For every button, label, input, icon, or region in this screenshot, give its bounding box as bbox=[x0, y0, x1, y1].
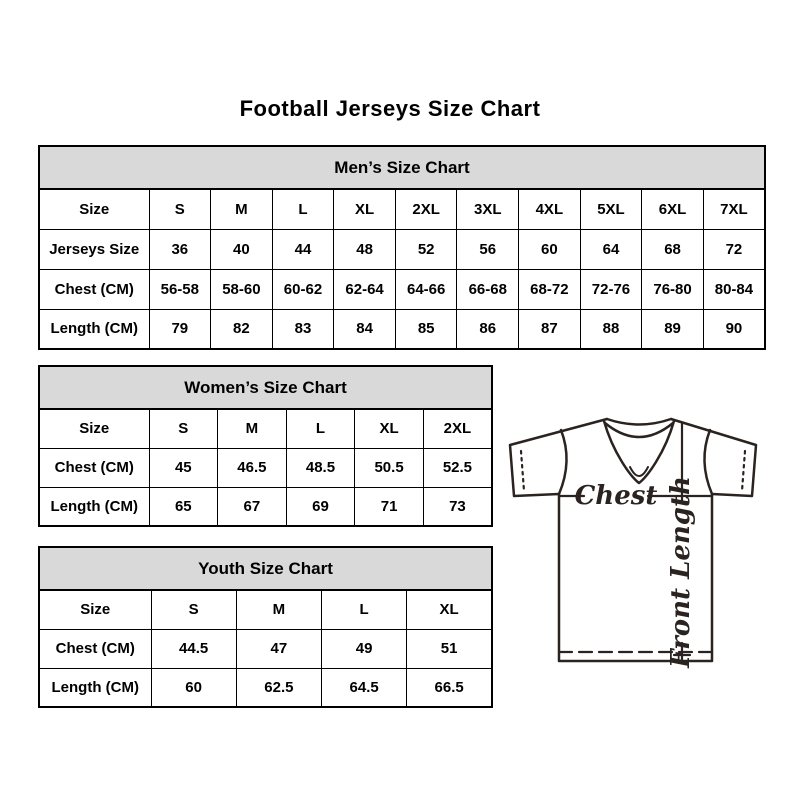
cell: 47 bbox=[236, 629, 321, 668]
cell: 44 bbox=[272, 229, 334, 269]
cell: 6XL bbox=[642, 189, 704, 229]
row-label: Jerseys Size bbox=[39, 229, 149, 269]
mens-table-title: Men’s Size Chart bbox=[39, 146, 765, 189]
table-row bbox=[39, 269, 765, 309]
cell: 36 bbox=[149, 229, 211, 269]
table-row bbox=[39, 229, 765, 269]
cell: L bbox=[322, 590, 407, 629]
cell: 82 bbox=[211, 309, 273, 349]
cell: L bbox=[272, 189, 334, 229]
cell: 68 bbox=[642, 229, 704, 269]
cell: 73 bbox=[423, 487, 492, 526]
cell: 5XL bbox=[580, 189, 642, 229]
cell: L bbox=[286, 409, 355, 448]
table-header-row bbox=[39, 146, 765, 189]
table-header-row bbox=[39, 366, 492, 409]
cell: 60-62 bbox=[272, 269, 334, 309]
table-row bbox=[39, 590, 492, 629]
row-label: Chest (CM) bbox=[39, 629, 151, 668]
cell: S bbox=[151, 590, 236, 629]
cell: 51 bbox=[407, 629, 492, 668]
table-header-row bbox=[39, 547, 492, 590]
cell: 67 bbox=[218, 487, 287, 526]
cell: 52 bbox=[395, 229, 457, 269]
row-label: Chest (CM) bbox=[39, 269, 149, 309]
row-label: Length (CM) bbox=[39, 487, 149, 526]
youth-size-table bbox=[38, 546, 493, 708]
cell: 84 bbox=[334, 309, 396, 349]
cell: 64.5 bbox=[322, 668, 407, 707]
cell: XL bbox=[334, 189, 396, 229]
cell: 65 bbox=[149, 487, 218, 526]
table-row bbox=[39, 487, 492, 526]
cell: S bbox=[149, 409, 218, 448]
cell: 2XL bbox=[423, 409, 492, 448]
cell: 52.5 bbox=[423, 448, 492, 487]
mens-size-table bbox=[38, 145, 766, 350]
cell: 66.5 bbox=[407, 668, 492, 707]
row-label: Size bbox=[39, 409, 149, 448]
cell: 64-66 bbox=[395, 269, 457, 309]
table-row bbox=[39, 189, 765, 229]
cell: 86 bbox=[457, 309, 519, 349]
page-title: Football Jerseys Size Chart bbox=[239, 96, 541, 121]
cell: 44.5 bbox=[151, 629, 236, 668]
row-label: Length (CM) bbox=[39, 668, 151, 707]
cell: 64 bbox=[580, 229, 642, 269]
cell: M bbox=[218, 409, 287, 448]
cell: 3XL bbox=[457, 189, 519, 229]
cell: 56 bbox=[457, 229, 519, 269]
row-label: Size bbox=[39, 590, 151, 629]
cell: M bbox=[211, 189, 273, 229]
womens-table-title: Women’s Size Chart bbox=[39, 366, 492, 409]
cell: 72 bbox=[703, 229, 765, 269]
chest-measure-label: Chest bbox=[574, 481, 658, 511]
jersey-measurement-diagram bbox=[498, 403, 778, 693]
cell: 88 bbox=[580, 309, 642, 349]
cell: 4XL bbox=[519, 189, 581, 229]
table-row bbox=[39, 409, 492, 448]
front-length-measure-label: Front Length bbox=[666, 476, 696, 668]
table-row bbox=[39, 309, 765, 349]
table-row bbox=[39, 629, 492, 668]
cell: M bbox=[236, 590, 321, 629]
youth-table-title: Youth Size Chart bbox=[39, 547, 492, 590]
cell: 60 bbox=[519, 229, 581, 269]
cell: 48.5 bbox=[286, 448, 355, 487]
cell: 49 bbox=[322, 629, 407, 668]
cell: 50.5 bbox=[355, 448, 424, 487]
cell: 79 bbox=[149, 309, 211, 349]
table-row bbox=[39, 668, 492, 707]
cell: 45 bbox=[149, 448, 218, 487]
cell: 80-84 bbox=[703, 269, 765, 309]
cell: 90 bbox=[703, 309, 765, 349]
cell: 60 bbox=[151, 668, 236, 707]
table-row bbox=[39, 448, 492, 487]
cell: XL bbox=[407, 590, 492, 629]
cell: 62.5 bbox=[236, 668, 321, 707]
cell: 87 bbox=[519, 309, 581, 349]
cell: 68-72 bbox=[519, 269, 581, 309]
cell: 2XL bbox=[395, 189, 457, 229]
cell: 85 bbox=[395, 309, 457, 349]
jersey-diagram-icon bbox=[498, 403, 778, 693]
cell: 89 bbox=[642, 309, 704, 349]
cell: 40 bbox=[211, 229, 273, 269]
row-label: Length (CM) bbox=[39, 309, 149, 349]
cell: 72-76 bbox=[580, 269, 642, 309]
row-label: Chest (CM) bbox=[39, 448, 149, 487]
womens-size-table bbox=[38, 365, 493, 527]
cell: 71 bbox=[355, 487, 424, 526]
cell: 58-60 bbox=[211, 269, 273, 309]
cell: 69 bbox=[286, 487, 355, 526]
cell: 7XL bbox=[703, 189, 765, 229]
cell: XL bbox=[355, 409, 424, 448]
cell: 62-64 bbox=[334, 269, 396, 309]
cell: 56-58 bbox=[149, 269, 211, 309]
row-label: Size bbox=[39, 189, 149, 229]
cell: 66-68 bbox=[457, 269, 519, 309]
cell: 83 bbox=[272, 309, 334, 349]
cell: S bbox=[149, 189, 211, 229]
cell: 48 bbox=[334, 229, 396, 269]
cell: 46.5 bbox=[218, 448, 287, 487]
cell: 76-80 bbox=[642, 269, 704, 309]
